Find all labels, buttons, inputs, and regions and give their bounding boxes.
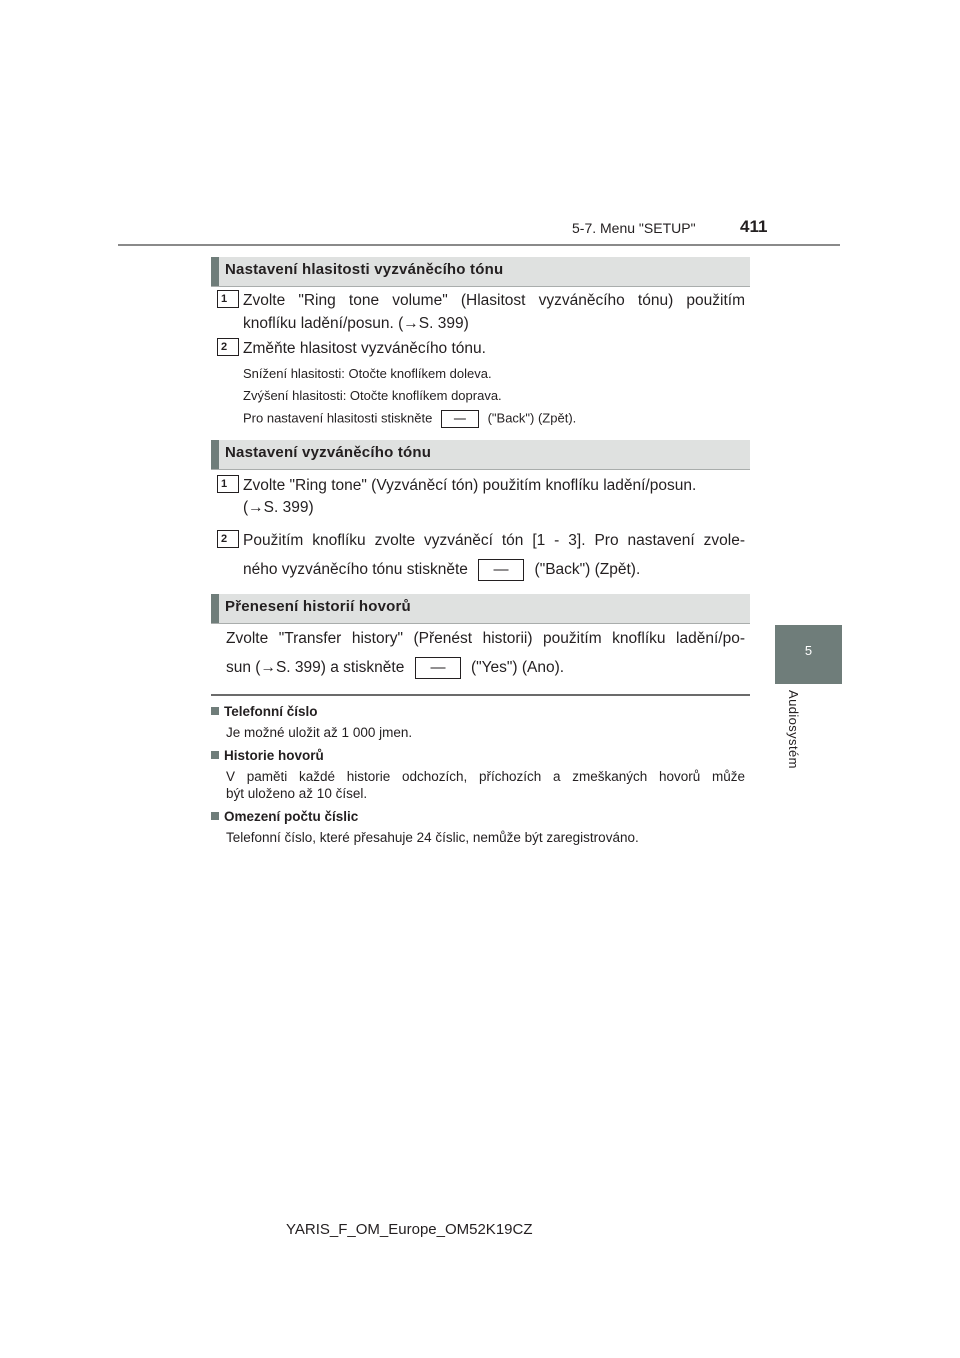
detail-text: Zvýšení hlasitosti: Otočte knoflíkem doprava. bbox=[243, 388, 502, 403]
square-bullet-icon bbox=[211, 812, 219, 820]
note-body: Telefonní číslo, které přesahuje 24 číslic, nemůže být zaregistrováno. bbox=[226, 830, 639, 845]
paragraph-text: Zvolte "Transfer history" (Přenést historii) použitím knoflíku ladění/po- bbox=[226, 630, 745, 647]
document-code: YARIS_F_OM_Europe_OM52K19CZ bbox=[286, 1221, 533, 1238]
step-text-before: ného vyzváněcího tónu stiskněte bbox=[243, 561, 468, 578]
note-title bbox=[211, 748, 324, 763]
paragraph-text-before: sun (→S. 399) a stiskněte bbox=[226, 659, 405, 676]
step-text: knoflíku ladění/posun. (→S. 399) bbox=[243, 315, 469, 332]
step-text: Zvolte "Ring tone volume" (Hlasitost vyzváněcího tónu) použitím bbox=[243, 292, 745, 309]
heading-bar bbox=[211, 594, 219, 623]
detail-text: Snížení hlasitosti: Otočte knoflíkem doleva. bbox=[243, 366, 492, 381]
step-text: Zvolte "Ring tone" (Vyzváněcí tón) použitím knoflíku ladění/posun. bbox=[243, 477, 697, 494]
section-title: 5-7. Menu "SETUP" bbox=[572, 220, 696, 236]
chapter-label bbox=[786, 690, 806, 780]
paragraph-text bbox=[226, 656, 564, 680]
note-title-text: Omezení počtu číslic bbox=[224, 809, 359, 824]
detail-text bbox=[243, 410, 576, 428]
page-number: 411 bbox=[740, 217, 768, 236]
section-heading-text: Přenesení historií hovorů bbox=[225, 598, 411, 615]
step-number: 2 bbox=[217, 530, 239, 548]
chapter-number: 5 bbox=[804, 643, 813, 658]
notes-separator bbox=[211, 694, 750, 696]
detail-text-after: ("Back") (Zpět). bbox=[487, 410, 577, 426]
square-bullet-icon bbox=[211, 751, 219, 759]
step-number: 2 bbox=[217, 338, 239, 356]
section-heading-ringtone bbox=[211, 440, 750, 470]
heading-bar bbox=[211, 440, 219, 469]
heading-bar bbox=[211, 257, 219, 286]
chapter-title: Audiosystém bbox=[786, 690, 801, 769]
note-body: V paměti každé historie odchozích, příchozích a zmeškaných hovorů může bbox=[226, 769, 745, 784]
header-rule bbox=[118, 244, 840, 246]
step-number: 1 bbox=[217, 475, 239, 493]
yes-button-icon bbox=[415, 657, 461, 679]
section-heading-ringtone-volume bbox=[211, 257, 750, 287]
note-title bbox=[211, 704, 318, 719]
back-button-icon bbox=[478, 559, 524, 581]
note-body: Je možné uložit až 1 000 jmen. bbox=[226, 725, 413, 740]
note-title-text: Historie hovorů bbox=[224, 748, 324, 763]
note-title-text: Telefonní číslo bbox=[224, 704, 318, 719]
back-button-icon bbox=[441, 410, 479, 428]
detail-text-before: Pro nastavení hlasitosti stiskněte bbox=[243, 410, 433, 426]
note-title bbox=[211, 809, 358, 824]
note-body: být uloženo až 10 čísel. bbox=[226, 786, 368, 801]
step-text: Použitím knoflíku zvolte vyzváněcí tón [1 - 3]. Pro nastavení zvole- bbox=[243, 532, 745, 549]
square-bullet-icon bbox=[211, 707, 219, 715]
step-text: Změňte hlasitost vyzváněcího tónu. bbox=[243, 340, 486, 357]
step-number: 1 bbox=[217, 290, 239, 308]
section-heading-text: Nastavení hlasitosti vyzváněcího tónu bbox=[225, 261, 504, 278]
chapter-tab bbox=[775, 625, 842, 684]
step-text: (→S. 399) bbox=[243, 499, 314, 516]
section-heading-text: Nastavení vyzváněcího tónu bbox=[225, 444, 432, 461]
step-text-after: ("Back") (Zpět). bbox=[534, 561, 641, 578]
step-text bbox=[243, 558, 640, 582]
section-heading-call-history bbox=[211, 594, 750, 624]
paragraph-text-after: ("Yes") (Ano). bbox=[470, 659, 565, 676]
